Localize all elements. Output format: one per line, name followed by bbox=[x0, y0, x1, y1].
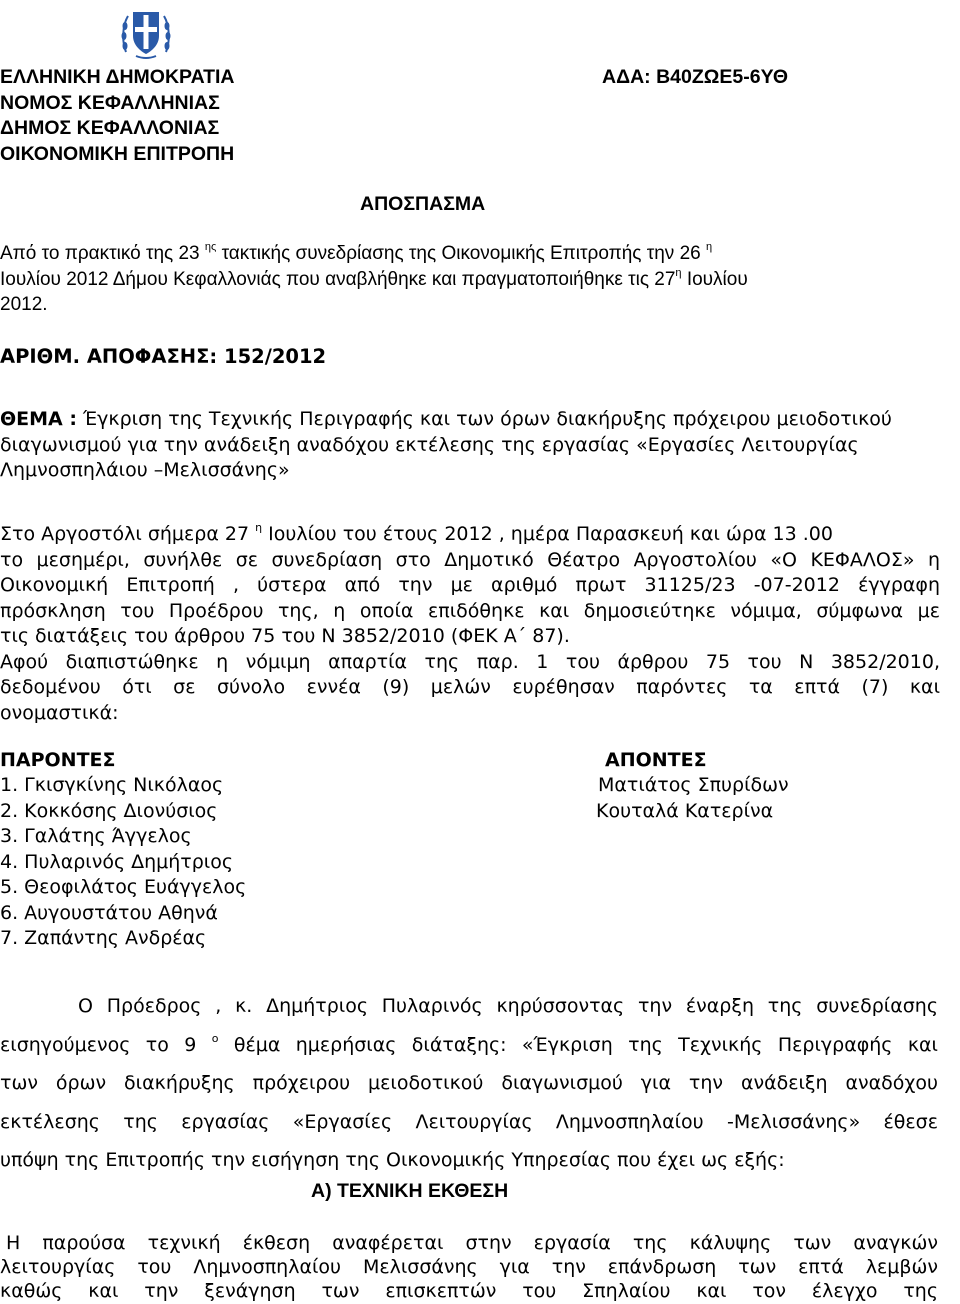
superscript: η bbox=[255, 521, 263, 534]
body-text: Οικονομική Επιτροπή , ύστερα από την με αριθμό πρωτ 31125/23 -07-2012 έγγραφη bbox=[0, 574, 940, 596]
body-text: εισηγούμενος το 9 bbox=[0, 1033, 212, 1056]
ada-code: ΑΔΑ: Β40ΖΩΕ5-6ΥΘ bbox=[602, 66, 789, 88]
body-text: των όρων διακήρυξης πρόχειρου μειοδοτικού διαγωνισμού για την ανάδειξη αναδόχου bbox=[0, 1072, 938, 1094]
issuing-authority bbox=[0, 65, 235, 167]
body-text: Αφού διαπιστώθηκε η νόμιμη απαρτία της παρ. 1 του άρθρου 75 του Ν 3852/2010, bbox=[0, 650, 940, 673]
body-text: το μεσημέρι, συνήλθε σε συνεδρίαση στο Δημοτικό Θέατρο Αργοστολίου «Ο ΚΕΦΑΛΟΣ» η bbox=[0, 548, 940, 571]
document-title: ΑΠΟΣΠΑΣΜΑ bbox=[360, 193, 486, 215]
body-text: Η παρούσα τεχνική έκθεση αναφέρεται στην εργασία της κάλυψης των αναγκών bbox=[6, 1232, 938, 1254]
superscript: ης bbox=[204, 241, 217, 253]
body-text: λειτουργίας του Λημνοσπηλαίου Μελισσάνης για την επάνδρωση των επτά λεμβών bbox=[0, 1256, 938, 1278]
subject-text: Έγκριση της Τεχνικής Περιγραφής και των όρων διακήρυξης πρόχειρου μειοδοτικού bbox=[76, 408, 892, 430]
org-line: ΕΛΛΗΝΙΚΗ ΔΗΜΟΚΡΑΤΙΑ bbox=[0, 66, 235, 88]
subject-text: διαγωνισμού για την ανάδειξη αναδόχου εκτέλεσης της εργασίας «Εργασίες Λειτουργίας bbox=[0, 433, 859, 456]
subject-label: ΘΕΜΑ : bbox=[0, 408, 77, 430]
body-text: θέμα ημερήσιας διάταξης: «Έγκριση της Τεχνικής Περιγραφής και bbox=[218, 1033, 938, 1056]
list-item: Κουταλά Κατερίνα bbox=[596, 799, 774, 822]
org-line: ΝΟΜΟΣ ΚΕΦΑΛΛΗΝΙΑΣ bbox=[0, 91, 220, 114]
body-text: τις διατάξεις του άρθρου 75 του Ν 3852/2010 (ΦΕΚ Α΄ 87). bbox=[0, 625, 570, 647]
intro-text: τακτικής συνεδρίασης της Οικονομικής Επιτροπής την 26 bbox=[216, 243, 707, 264]
section-heading: Α) ΤΕΧΝΙΚΗ ΕΚΘΕΣΗ bbox=[311, 1180, 509, 1202]
body-text: καθώς και την ξενάγηση των επισκεπτών του Σπηλαίου και τον έλεγχο της bbox=[0, 1280, 938, 1302]
superscript: η bbox=[706, 241, 713, 253]
list-item: 7. Ζαπάντης Ανδρέας bbox=[0, 927, 207, 949]
intro-text: 2012. bbox=[0, 294, 48, 315]
list-item: 1. Γκισγκίνης Νικόλαος bbox=[0, 774, 224, 796]
list-item: 2. Κοκκόσης Διονύσιος bbox=[0, 799, 218, 822]
meeting-paragraph bbox=[0, 522, 940, 726]
body-text: δεδομένου ότι σε σύνολο εννέα (9) μελών ευρέθησαν παρόντες τα επτά (7) και bbox=[0, 676, 940, 698]
superscript: η bbox=[675, 266, 682, 279]
list-item: 4. Πυλαρινός Δημήτριος bbox=[0, 850, 234, 873]
intro-paragraph bbox=[0, 241, 940, 318]
present-heading: ΠΑΡΟΝΤΕΣ bbox=[0, 749, 116, 771]
list-item: Ματιάτος Σπυρίδων bbox=[598, 774, 789, 796]
body-text: εκτέλεσης της εργασίας «Εργασίες Λειτουργίας Λημνοσπηλαίου -Μελισσάνης» έθεσε bbox=[0, 1110, 938, 1133]
decision-number: ΑΡΙΘΜ. ΑΠΟΦΑΣΗΣ: 152/2012 bbox=[0, 345, 327, 368]
absent-list bbox=[596, 773, 789, 824]
subject-block bbox=[0, 407, 960, 484]
present-list bbox=[0, 773, 246, 952]
technical-report-paragraph bbox=[0, 1231, 938, 1303]
absent-heading: ΑΠΟΝΤΕΣ bbox=[605, 749, 707, 771]
list-item: 6. Αυγουστάτου Αθηνά bbox=[0, 901, 218, 924]
subject-text: Λημνοσπηλάιου –Μελισσάνης» bbox=[0, 459, 290, 481]
president-paragraph bbox=[0, 987, 938, 1180]
body-text: ονομαστικά: bbox=[0, 701, 119, 724]
list-item: 5. Θεοφιλάτος Ευάγγελος bbox=[0, 876, 247, 898]
intro-text: Ιουλίου 2012 Δήμου Κεφαλλονιάς που αναβλήθηκε και πραγματοποιήθηκε τις 27 bbox=[0, 268, 676, 290]
intro-text: Ιουλίου bbox=[681, 268, 748, 290]
body-text: Ο Πρόεδρος , κ. Δημήτριος Πυλαρινός κηρύσσοντας την έναρξη της συνεδρίασης bbox=[78, 995, 938, 1017]
greek-coat-of-arms-emblem bbox=[120, 6, 172, 60]
org-line: ΔΗΜΟΣ ΚΕΦΑΛΛΟΝΙΑΣ bbox=[0, 117, 220, 139]
body-text: Ιουλίου του έτους 2012 , ημέρα Παρασκευή και ώρα 13 .00 bbox=[262, 523, 833, 545]
list-item: 3. Γαλάτης Άγγελος bbox=[0, 825, 192, 847]
org-line: ΟΙΚΟΝΟΜΙΚΗ ΕΠΙΤΡΟΠΗ bbox=[0, 142, 235, 165]
body-text: υπόψη της Επιτροπής την εισήγηση της Οικονομικής Υπηρεσίας που έχει ως εξής: bbox=[0, 1149, 785, 1171]
body-text: πρόσκληση του Προέδρου της, η οποία επιδόθηκε και δημοσιεύτηκε νόμιμα, σύμφωνα με bbox=[0, 599, 940, 622]
body-text: Στο Αργοστόλι σήμερα 27 bbox=[0, 523, 256, 545]
intro-text: Από το πρακτικό της 23 bbox=[0, 243, 205, 264]
superscript: ο bbox=[211, 1031, 219, 1045]
